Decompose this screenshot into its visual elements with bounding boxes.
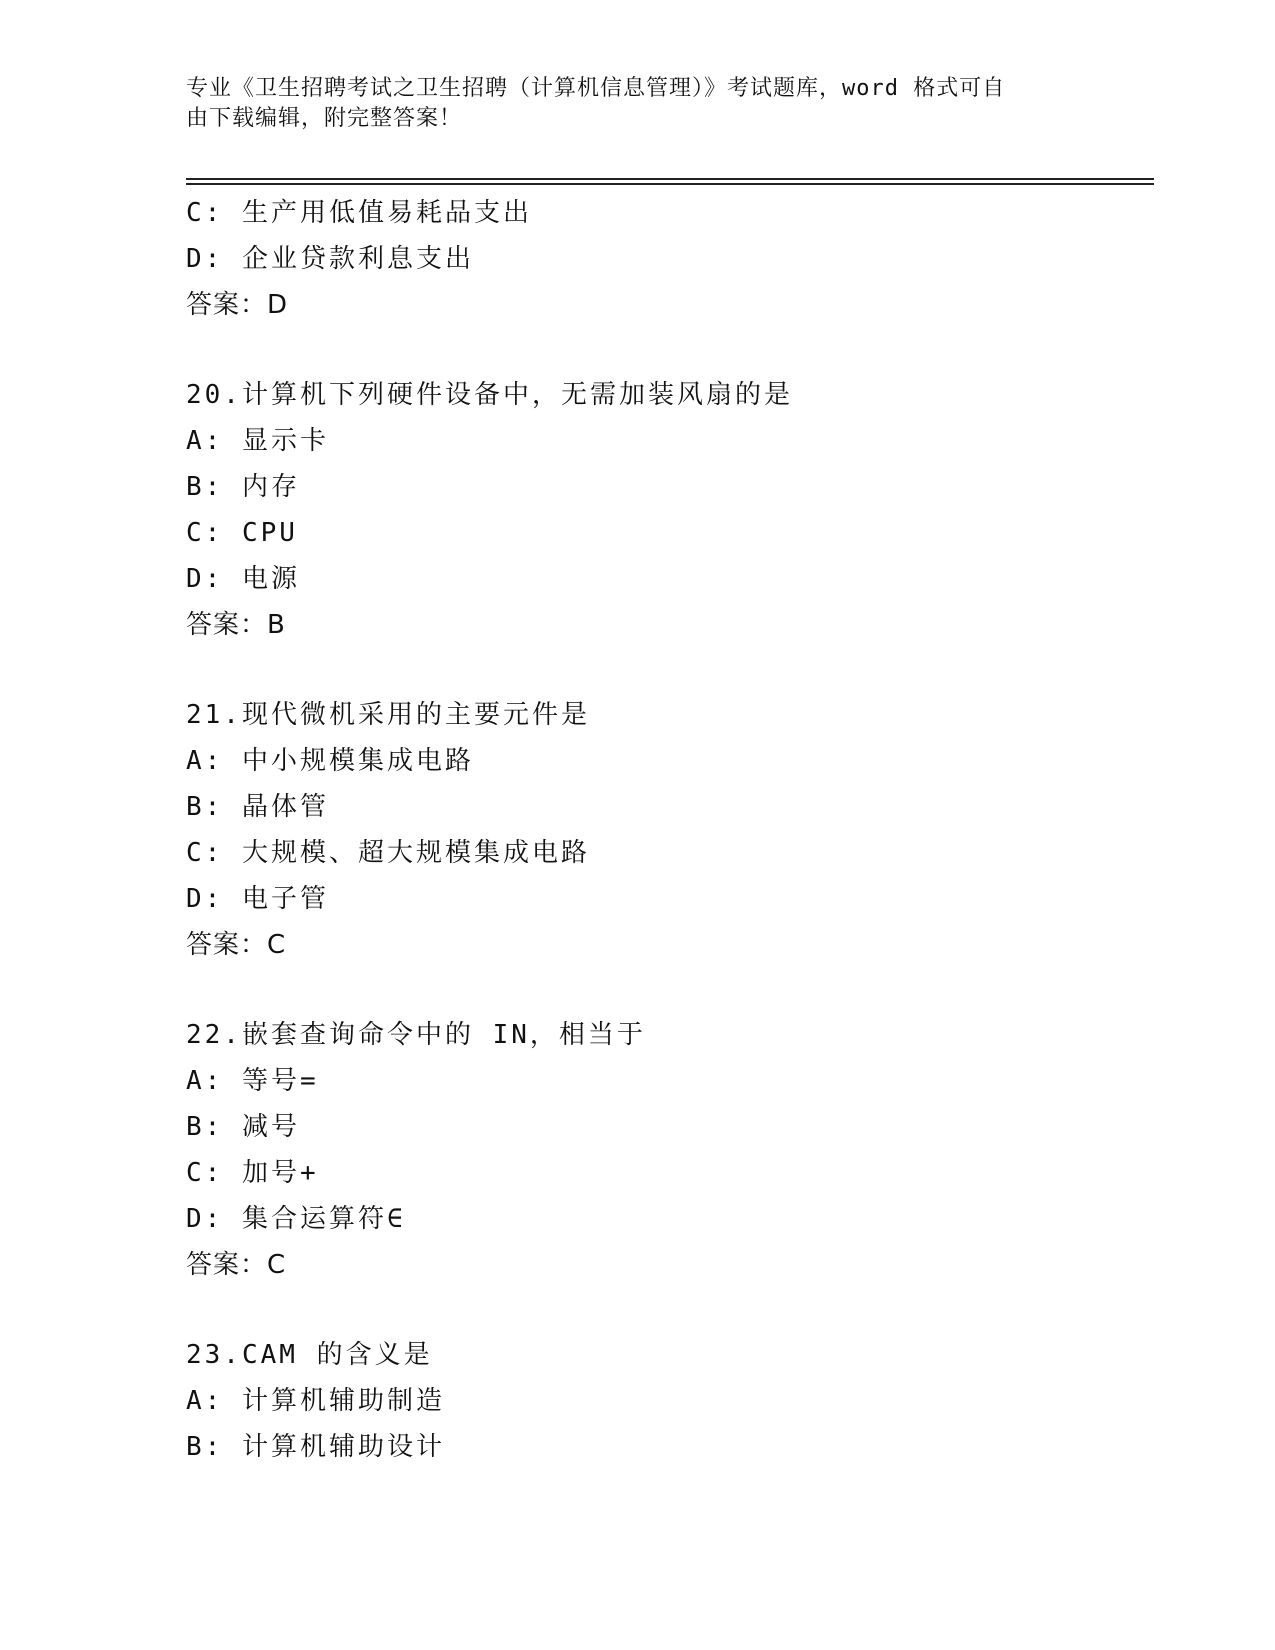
option-c: C: 加号+ [186,1158,319,1188]
answer-text: 答案：C [186,930,287,960]
option-d: D: 电源 [186,564,300,594]
answer-text: 答案：D [186,290,289,320]
question-text: 20.计算机下列硬件设备中，无需加装风扇的是 [186,380,793,410]
header-line-1: 专业《卫生招聘考试之卫生招聘（计算机信息管理）》考试题库，word 格式可自 [186,76,1006,101]
question-block-20 [186,372,1146,648]
option-d: D: 电子管 [186,884,329,914]
option-a: A: 显示卡 [186,426,329,456]
option-b: B: 计算机辅助设计 [186,1432,445,1462]
header-divider-bottom [186,183,1154,185]
answer-text: 答案：C [186,1250,287,1280]
option-b: B: 晶体管 [186,792,329,822]
question-block-23 [186,1332,1146,1470]
document-header [186,74,1066,134]
option-c: C: 生产用低值易耗品支出 [186,198,532,228]
question-content [186,190,1146,1470]
header-line-2: 由下载编辑，附完整答案！ [186,106,463,131]
question-text: 23.CAM 的含义是 [186,1340,433,1370]
question-text: 22.嵌套查询命令中的 IN，相当于 [186,1020,646,1050]
header-divider-top [186,178,1154,180]
option-b: B: 内存 [186,472,300,502]
option-b: B: 减号 [186,1112,300,1142]
option-a: A: 等号= [186,1066,319,1096]
option-d: D: 企业贷款利息支出 [186,244,474,274]
question-block-21 [186,692,1146,968]
option-c: C: 大规模、超大规模集成电路 [186,838,590,868]
option-d: D: 集合运算符∈ [186,1204,406,1234]
question-block-19-tail [186,190,1146,328]
option-c: C: CPU [186,518,298,548]
option-a: A: 中小规模集成电路 [186,746,474,776]
question-block-22 [186,1012,1146,1288]
answer-text: 答案：B [186,610,286,640]
question-text: 21.现代微机采用的主要元件是 [186,700,590,730]
option-a: A: 计算机辅助制造 [186,1386,445,1416]
